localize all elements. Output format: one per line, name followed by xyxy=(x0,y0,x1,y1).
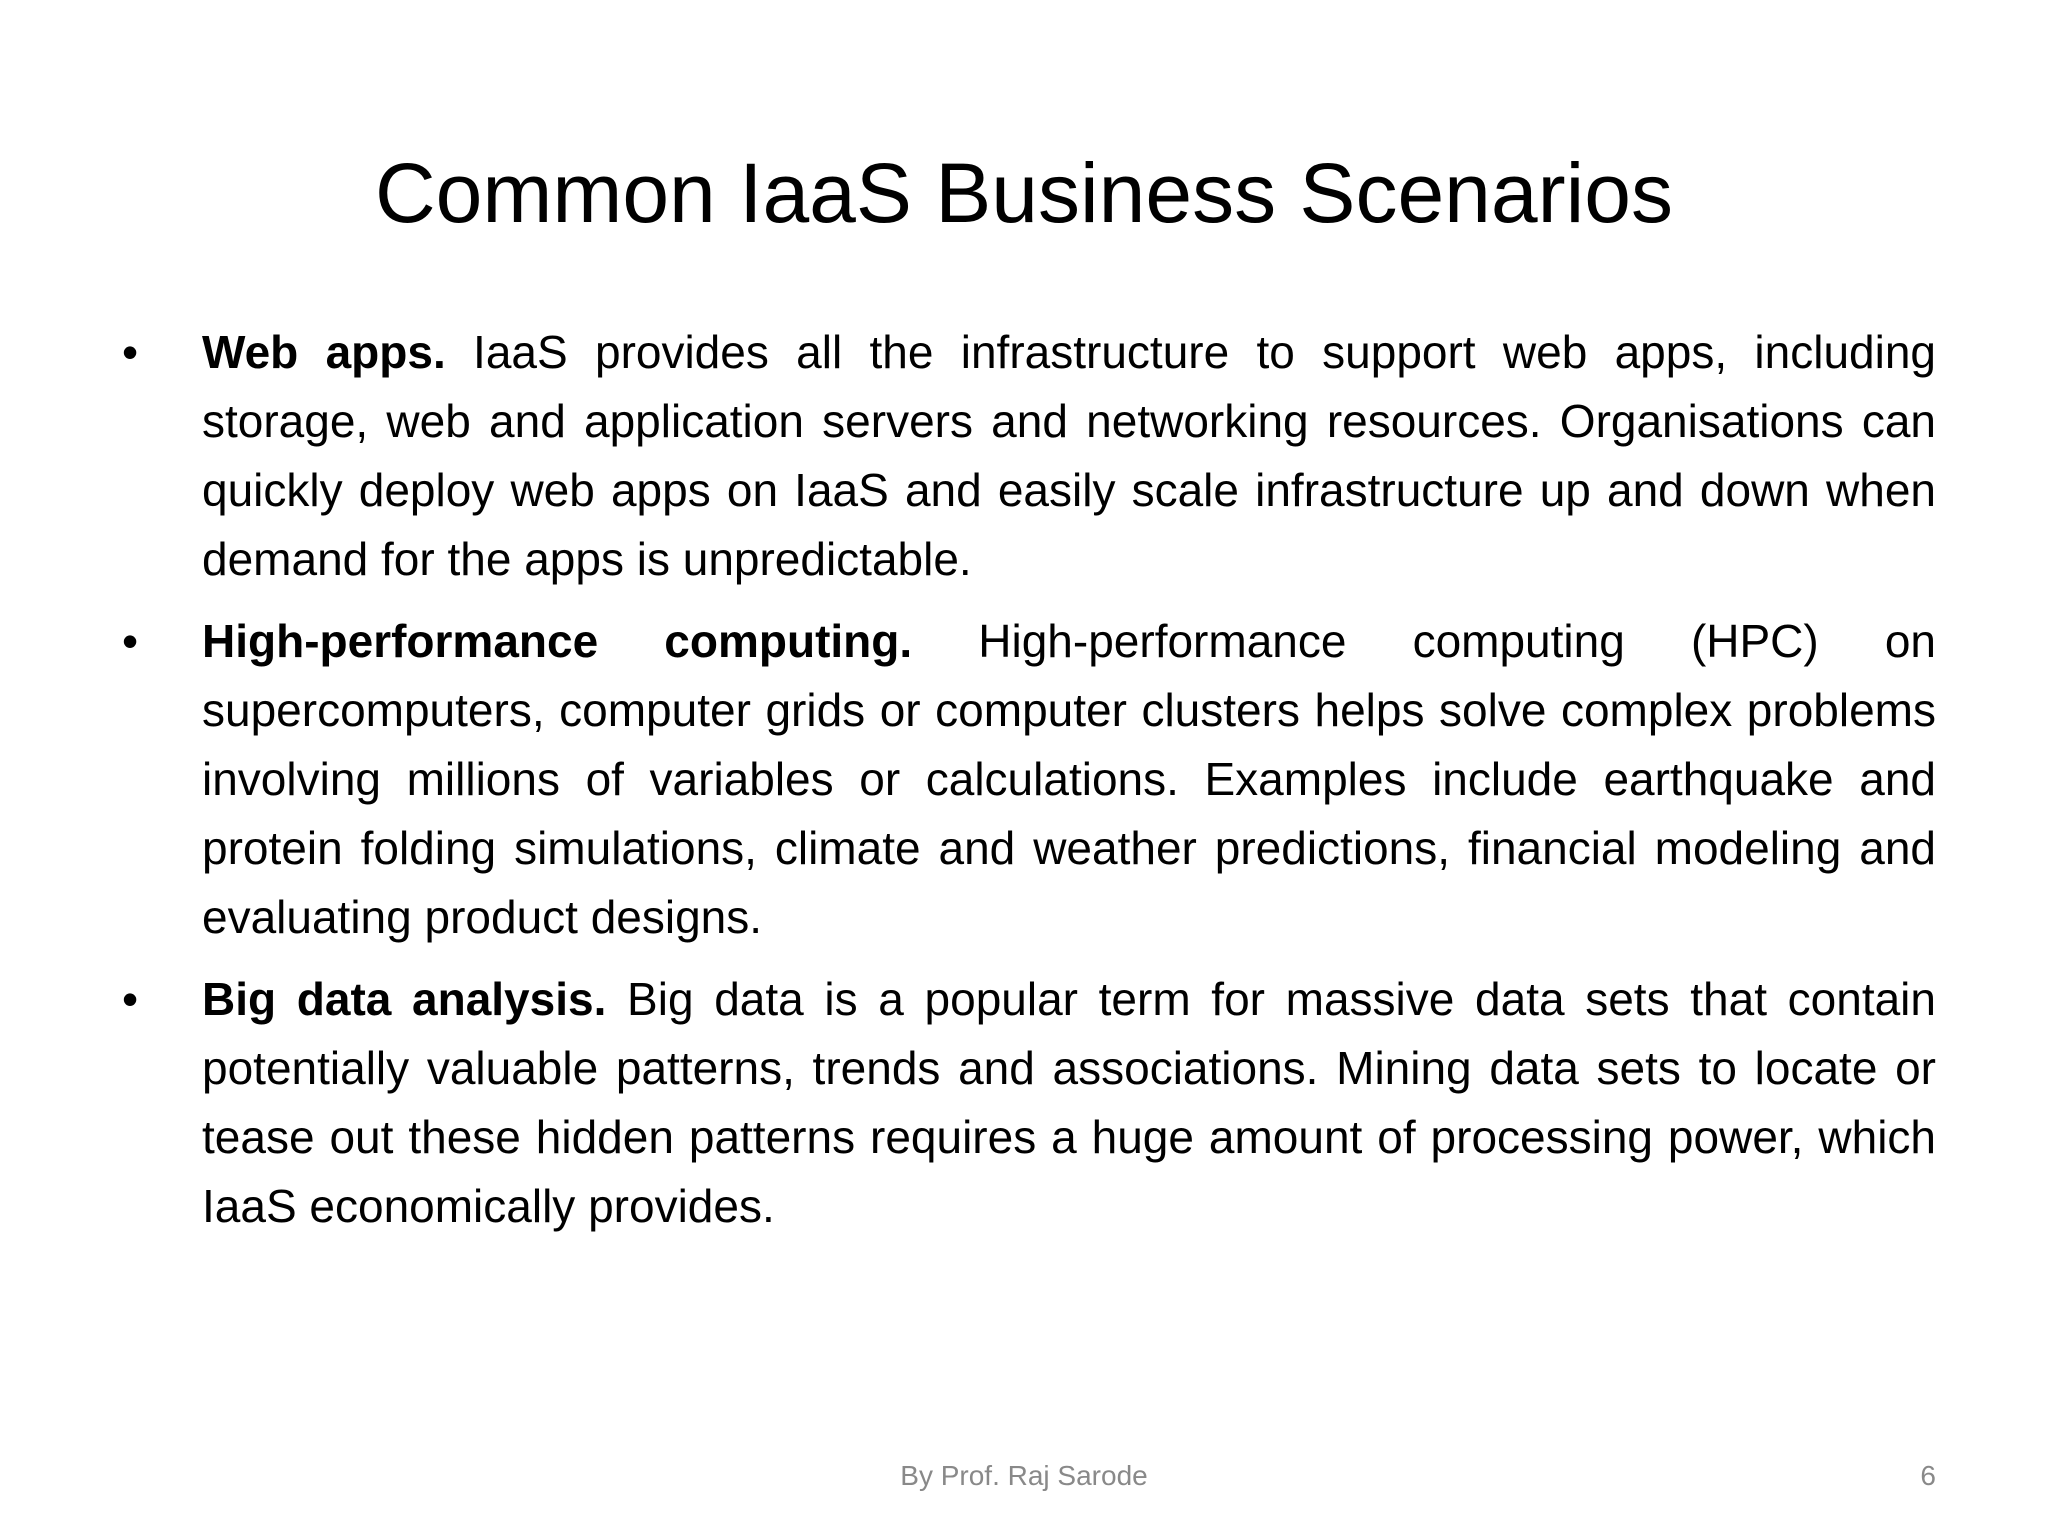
bullet-icon: • xyxy=(122,615,139,667)
bullet-list xyxy=(122,318,1936,1254)
footer-author: By Prof. Raj Sarode xyxy=(900,1460,1148,1491)
bullet-item-big-data xyxy=(122,965,1936,1241)
bullet-text: IaaS provides all the infrastructure to support web apps, including storage, web and application servers and networking resources. Organisations can quickly deploy web apps on IaaS and easily scale infrastructure up and down when demand for the apps is unpredictable. xyxy=(202,326,1937,585)
page-number: 6 xyxy=(1920,1460,1936,1491)
bullet-icon: • xyxy=(122,326,139,378)
bullet-text: High-performance computing (HPC) on supercomputers, computer grids or computer clusters helps solve complex problems involving millions of variables or calculations. Examples include earthquake and protein folding simulations, climate and weather predictions, financial modeling and evaluating product designs. xyxy=(202,615,1936,943)
bullet-item-web-apps xyxy=(122,318,1936,594)
bullet-heading: High-performance computing. xyxy=(202,615,913,667)
bullet-icon: • xyxy=(122,973,139,1025)
bullet-heading: Big data analysis. xyxy=(202,973,607,1025)
bullet-heading: Web apps. xyxy=(202,326,446,378)
bullet-item-hpc xyxy=(122,607,1936,952)
bullet-text: Big data is a popular term for massive data sets that contain potentially valuable patterns, trends and associations. Mining data sets to locate or tease out these hidden patterns requires a huge amount of processing power, which IaaS economically provides. xyxy=(202,973,1936,1232)
slide-title: Common IaaS Business Scenarios xyxy=(375,146,1673,240)
